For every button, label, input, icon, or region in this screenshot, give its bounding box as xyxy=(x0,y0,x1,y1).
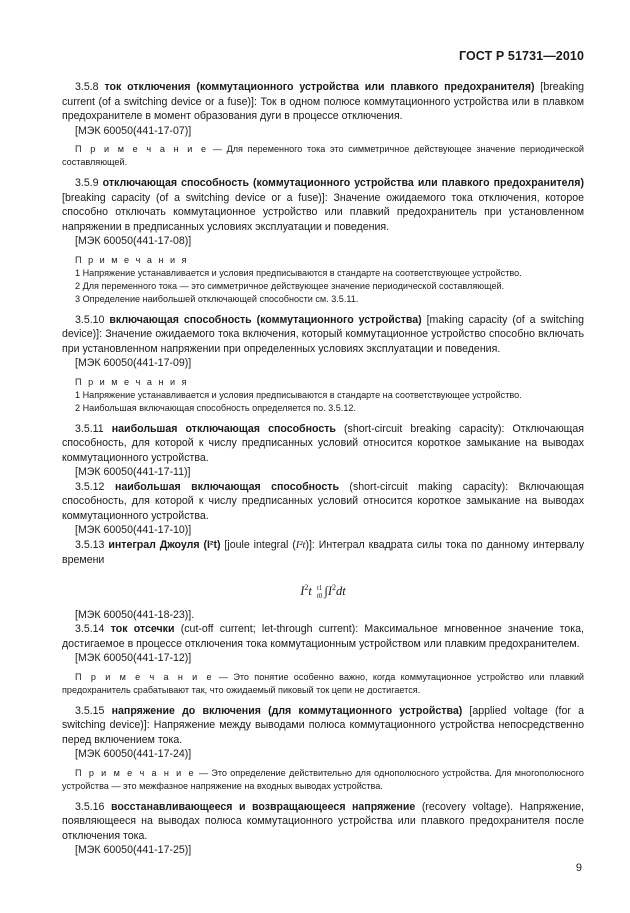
reference: [МЭК 60050(441-17-09)] xyxy=(75,357,192,369)
term-title: напряжение до включения (для коммутационного устройства) xyxy=(111,704,463,717)
term-3-5-15 xyxy=(62,704,584,748)
reference: [МЭК 60050(441-17-25)] xyxy=(75,844,192,856)
term-definition: [joule integral ( xyxy=(220,538,296,551)
term-definition: )]: Интеграл квадрата силы тока по данному интервалу времени xyxy=(62,538,584,566)
joule-integral-formula: $I^2t$ t1 t0 $\int I^2dt$ xyxy=(300,582,346,600)
note-item: 2 Для переменного тока — это симметричное действующее значение периодической составляющей. xyxy=(75,280,505,291)
note xyxy=(62,143,584,169)
note-item: 1 Напряжение устанавливается и условия предписываются в стандарте на соответствующее устройство. xyxy=(75,267,522,278)
term-3-5-12 xyxy=(62,480,584,524)
clause-number: 3.5.10 xyxy=(75,313,105,326)
note-text: — Для переменного тока это симметричное действующее значение периодической составляющей. xyxy=(62,144,584,167)
term-definition: (short-circuit making capacity): Включающая способность, для которой к числу предписанных условий относится короткое замыкание на выводах коммутационного устройства. xyxy=(62,480,584,522)
note-label: П р и м е ч а н и е xyxy=(75,671,214,682)
clause-number: 3.5.15 xyxy=(75,704,105,717)
reference: [МЭК 60050(441-17-24)] xyxy=(75,748,192,760)
clause-number: 3.5.9 xyxy=(75,177,99,189)
symbol: I²t xyxy=(295,539,306,551)
clause-number: 3.5.12 xyxy=(75,480,105,493)
clause-number: 3.5.11 xyxy=(75,422,104,435)
note-text: — Это понятие особенно важно, когда коммутационное устройство или плавкий предохранитель срабатывают так, что ожидаемый пиковый ток цепи не достигается. xyxy=(62,671,584,695)
document-header: ГОСТ Р 51731—2010 xyxy=(458,49,584,63)
term-3-5-8 xyxy=(62,80,584,124)
term-title: ток отсечки xyxy=(110,623,175,635)
term-3-5-11 xyxy=(62,422,584,466)
term-3-5-9 xyxy=(62,176,584,234)
clause-number: 3.5.14 xyxy=(75,623,105,635)
note-item: 3 Определение наибольшей отключающей способности см. 3.5.11. xyxy=(75,293,359,304)
term-3-5-16 xyxy=(62,800,584,844)
reference: [МЭК 60050(441-17-12)] xyxy=(75,652,192,664)
reference: [МЭК 60050(441-17-08)] xyxy=(75,235,192,247)
page-content xyxy=(62,80,584,858)
note xyxy=(62,671,584,697)
page-number: 9 xyxy=(575,862,582,874)
reference: [МЭК 60050(441-17-11)] xyxy=(75,466,191,478)
reference: [МЭК 60050(441-17-07)] xyxy=(75,124,192,137)
note-label: П р и м е ч а н и е xyxy=(75,767,196,778)
note-label: П р и м е ч а н и е xyxy=(75,144,209,154)
term-definition: [making capacity (of a switching device)]: Значение ожидаемого тока включения, который коммутационное устройство способно включать при установленном напряжении при определенных условиях эксплуатации и поведения. xyxy=(62,313,584,355)
term-title: включающая способность (коммутационного устройства) xyxy=(109,313,422,326)
reference: [МЭК 60050(441-18-23)]. xyxy=(75,608,195,621)
term-definition: [applied voltage (for a switching device)]: Напряжение между выводами полюса коммутационного устройства непосредственно перед включением тока. xyxy=(62,704,584,746)
term-title: ток отключения (коммутационного устройства или плавкого предохранителя) xyxy=(104,81,535,93)
term-title: наибольшая включающая способность xyxy=(114,480,339,493)
term-3-5-13 xyxy=(62,538,584,568)
term-3-5-10 xyxy=(62,313,584,357)
note-item: 1 Напряжение устанавливается и условия предписываются в стандарте на соответствующее устройство. xyxy=(75,389,522,400)
term-title: отключающая способность (коммутационного устройства или плавкого предохранителя) xyxy=(102,177,584,189)
term-title: интеграл Джоуля (I²t) xyxy=(108,538,221,551)
clause-number: 3.5.13 xyxy=(75,538,105,551)
clause-number: 3.5.16 xyxy=(75,800,105,813)
term-definition: (recovery voltage). Напряжение, появляющееся на выводах полюса коммутационного устройства или плавкого предохранителя после отключения тока. xyxy=(62,800,585,842)
note-text: — Это определение действительно для однополюсного устройства. Для многополюсного устройства — это межфазное напряжение на входных выводах устройства. xyxy=(62,767,584,791)
term-definition: [breaking current (of a switching device or a fuse)]: Ток в одном полюсе коммутационного устройства или в плавком предохранителе в момент образования дуги в процессе отключения. xyxy=(62,81,584,122)
note-item: 2 Наибольшая включающая способность определяется по. 3.5.12. xyxy=(75,402,356,413)
term-definition: (short-circuit breaking capacity): Отключающая способность, для которой к числу предписанных условий относится короткое замыкание на выводах коммутационного устройства. xyxy=(62,422,584,464)
reference: [МЭК 60050(441-17-10)] xyxy=(75,524,192,536)
clause-number: 3.5.8 xyxy=(75,81,99,93)
term-title: восстанавливающееся и возвращающееся напряжение xyxy=(111,800,416,813)
term-title: наибольшая отключающая способность xyxy=(111,422,336,435)
note xyxy=(62,767,584,793)
notes-heading: П р и м е ч а н и я xyxy=(75,254,189,265)
term-definition: (cut-off current; let-through current): Максимальное мгновенное значение тока, достигаемое в процессе отключения тока коммутационным устройством или плавким предохранителем. xyxy=(62,623,584,650)
notes-heading: П р и м е ч а н и я xyxy=(75,376,189,387)
term-definition: [breaking capacity (of a switching device or a fuse)]: Значение ожидаемого тока отключения, которое способно отключать коммутационное устройство или плавкий предохранитель при установленном напряжении в предписанных условиях эксплуатации и поведения. xyxy=(62,191,584,233)
term-3-5-14 xyxy=(62,622,584,651)
